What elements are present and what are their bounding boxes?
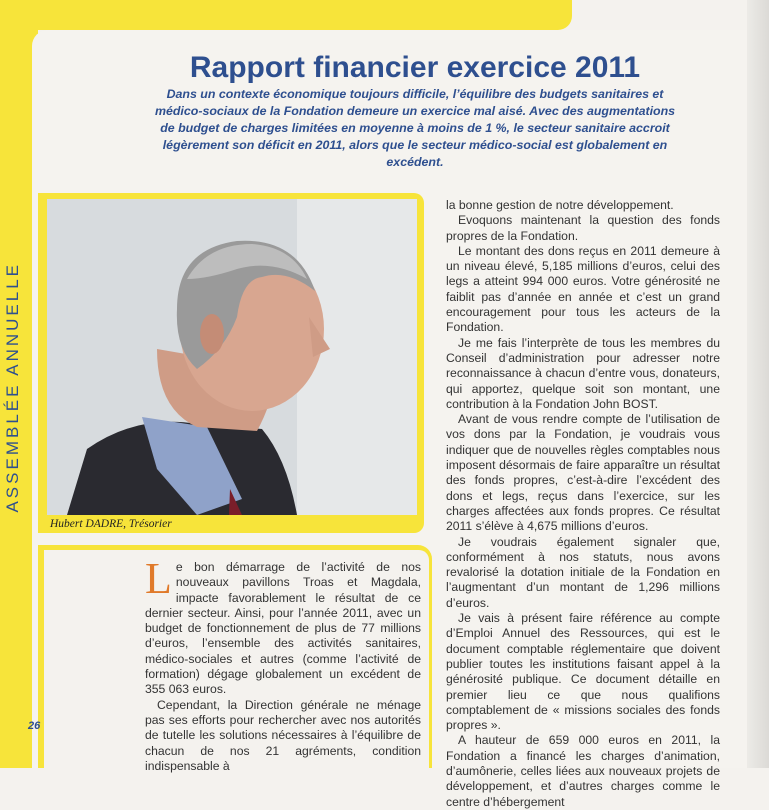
- right-paragraph-4: Avant de vous rendre compte de l’utilisation de vos dons par la Fondation, je voudrais vous indiquer que de nouvelles règles comptables nous imposent désormais de faire apparaître un résultat des fonds propres, c’est-à-dire l’excédent des dons et legs, reçus dans l’exercice, sur les charges affectées aux fonds propres. Ce résultat 2011 s’élève à 4,675 millions d’euros.: [446, 412, 720, 534]
- right-paragraph-1: Evoquons maintenant la question des fonds propres de la Fondation.: [446, 213, 720, 243]
- right-paragraph-6: Je vais à présent faire référence au compte d’Emploi Annuel des Ressources, qui est le document comptable réglementaire que doivent publier toutes les institutions faisant appel à la générosité publique. Ce document détaille en premier lieu ce que nous qualifions comptablement de « missions sociales des fonds propres ».: [446, 611, 720, 733]
- right-paragraph-3: Je me fais l’interprète de tous les membres du Conseil d’administration pour adresser notre reconnaissance à chacun d’entre vous, donateurs, qui apportez, quelque soit son montant, une contribution à la Fondation John BOST.: [446, 335, 720, 411]
- article-title: Rapport financier exercice 2011: [189, 51, 641, 84]
- right-paragraph-0: la bonne gestion de notre développement.: [446, 198, 674, 212]
- left-paragraph-2: Cependant, la Direction générale ne ménage pas ses efforts pour rechercher avec nos autorités de tutelle les solutions nécessaires à l’équilibre de chacun de nos 21 agréments, condition indispensable à: [145, 697, 421, 773]
- page-number: 26: [28, 720, 41, 732]
- photo-caption: Hubert DADRE, Trésorier: [50, 518, 172, 530]
- treasurer-photo: [47, 199, 417, 515]
- left-text-column: [145, 554, 421, 774]
- page-binding-edge: [747, 0, 769, 768]
- yellow-top-band: [0, 0, 572, 30]
- right-paragraph-2: Le montant des dons reçus en 2011 demeure à un niveau élevé, 5,185 millions d’euros, celui des legs a atteint 994 000 euros. Votre générosité ne faiblit pas d’année en année et c’est un grand encouragement pour tous les acteurs de la Fondation.: [446, 243, 720, 335]
- portrait-illustration: [47, 199, 417, 515]
- drop-cap: L: [145, 554, 172, 603]
- right-paragraph-7: A hauteur de 659 000 euros en 2011, la Fondation a financé les charges d’animation, d’aumônerie, celles liées aux nouveaux projets de développement, et d’autres charges comme le centre d’hébergement: [446, 733, 720, 809]
- section-label: ASSEMBLÉE ANNUELLE: [3, 262, 22, 513]
- right-text-column: [446, 198, 720, 810]
- right-paragraph-5: Je voudrais également signaler que, conformément à nos statuts, nous avons revalorisé la dotation initiale de la Fondation en l’augmentant d’un montant de 1,296 millions d’euros.: [446, 534, 720, 610]
- article-intro: Dans un contexte économique toujours difficile, l’équilibre des budgets sanitaires et médico-sociaux de la Fondation demeure un exercice mal aisé. Avec des augmentations de budget de charges limitées en moyenne à moins de 1 %, le secteur sanitaire accroit légèrement son déficit en 2011, alors que le secteur médico-social est globalement en excédent.: [154, 87, 676, 169]
- left-paragraph-1-text: e bon démarrage de l’activité de nos nouveaux pavillons Troas et Magdala, impacte favorablement le résultat de ce dernier secteur. Ainsi, pour l’année 2011, avec un budget de fonctionnement de plus de 77 millions d’euros, l’ensemble des activités sanitaires, médico-sociales et autres (comme l’activité de formation) dégage globalement un excédent de 355 063 euros.: [145, 560, 421, 697]
- left-paragraph-1: [145, 554, 421, 698]
